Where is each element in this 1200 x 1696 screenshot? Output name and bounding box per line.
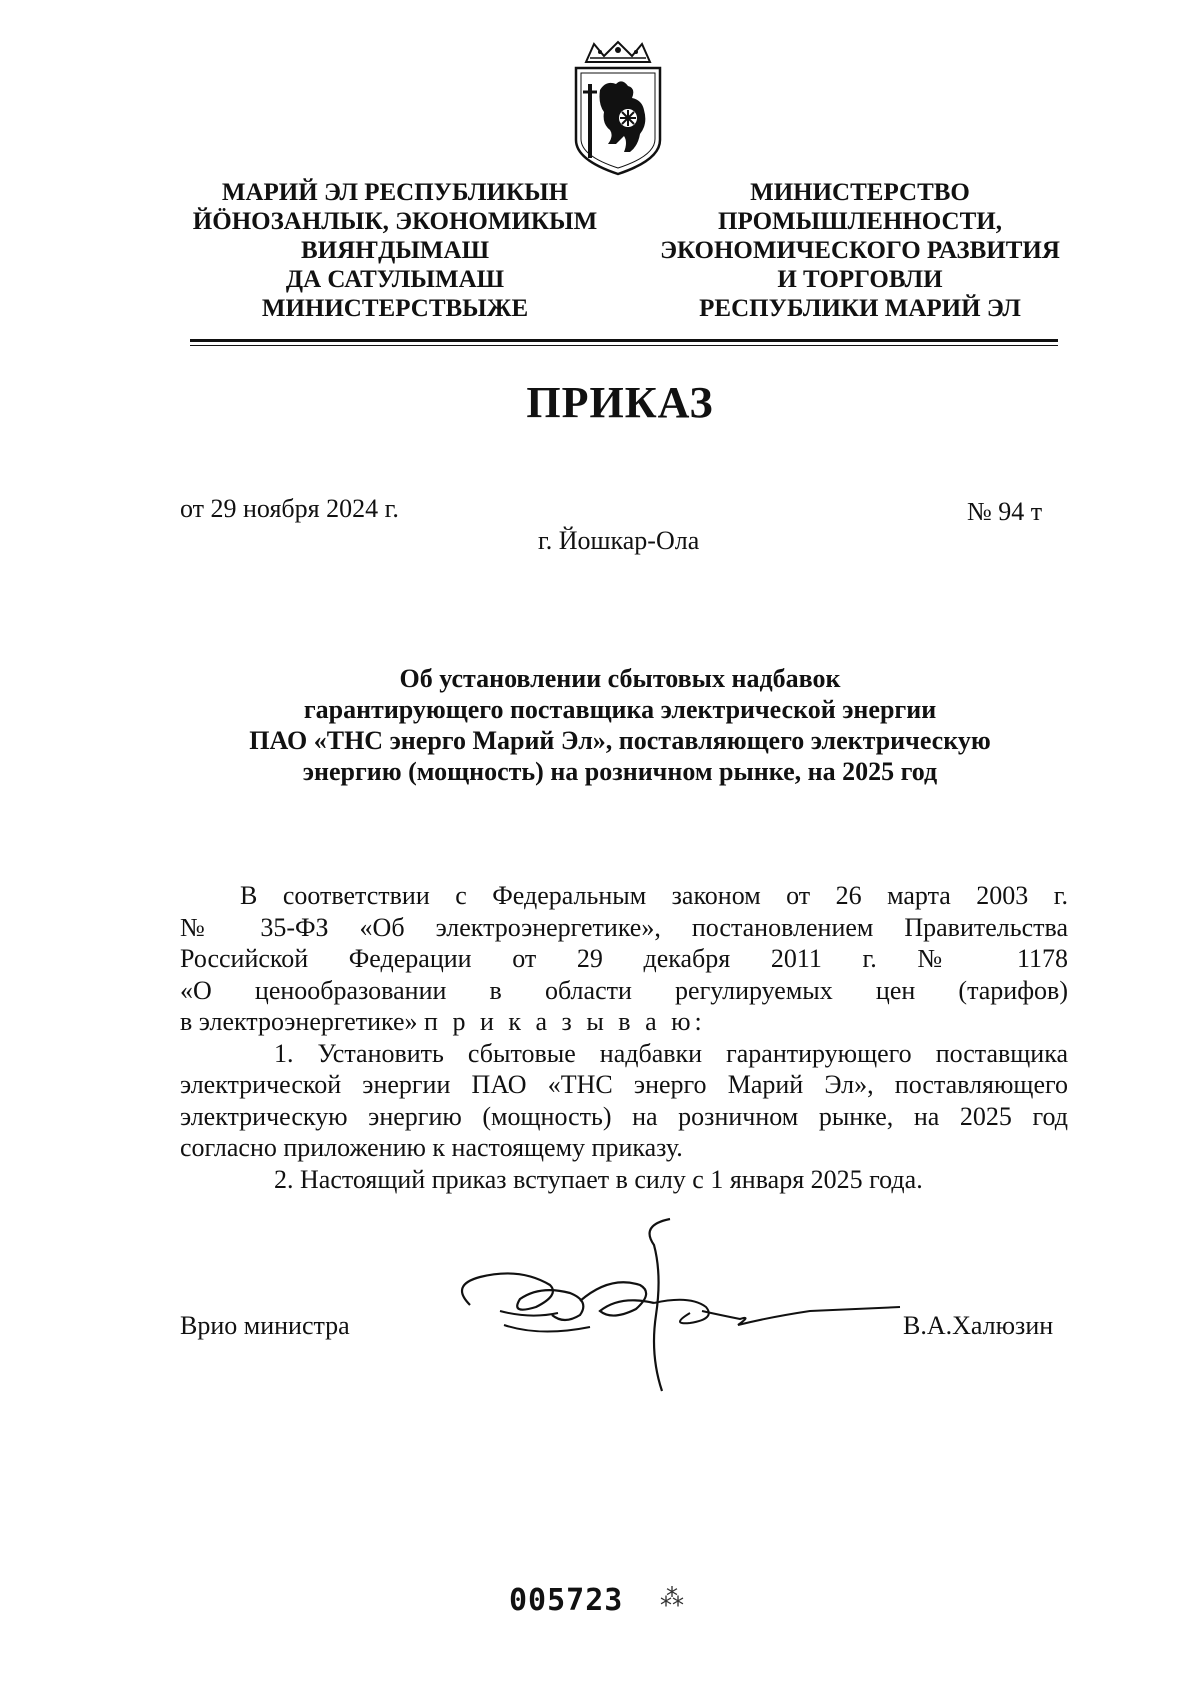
header-right-line: МИНИСТЕРСТВО <box>750 179 970 206</box>
header-left-line: ЙӦНОЗАНЛЫК, ЭКОНОМИКЫМ <box>192 208 598 235</box>
preamble-line: № 35-ФЗ «Об электроэнергетике», постановлением Правительства <box>180 912 1068 942</box>
preamble-last-prefix: в электроэнергетике» <box>180 1007 418 1036</box>
preamble-line: В соответствии с Федеральным законом от 26 марта 2003 г. <box>240 881 1068 910</box>
handwritten-signature <box>440 1215 910 1395</box>
subject-line: гарантирующего поставщика электрической энергии <box>303 695 937 724</box>
order-word: п р и к а з ы в а ю: <box>424 1007 706 1036</box>
subject-line: Об установлении сбытовых надбавок <box>399 664 841 693</box>
item1-line: электрической энергии ПАО «ТНС энерго Марий Эл», поставляющего <box>180 1070 1068 1099</box>
signatory-name: В.А.Халюзин <box>903 1311 1054 1340</box>
document-body <box>180 880 1068 1195</box>
document-city: г. Йошкар-Ола <box>538 526 700 555</box>
header-right-russian <box>630 178 1090 323</box>
header-right-line: РЕСПУБЛИКИ МАРИЙ ЭЛ <box>699 295 1021 322</box>
item1-line: согласно приложению к настоящему приказу. <box>180 1133 683 1162</box>
header-divider-thin <box>190 345 1058 346</box>
header-right-line: И ТОРГОВЛИ <box>777 266 943 293</box>
preamble-line: Российской Федерации от 29 декабря 2011 г. № 1178 <box>180 944 1068 973</box>
document-title: ПРИКАЗ <box>526 378 714 427</box>
item1-line: электрическую энергию (мощность) на розничном рынке, на 2025 год <box>180 1101 1068 1131</box>
item1-line: 1. Установить сбытовые надбавки гарантирующего поставщика <box>274 1038 1068 1068</box>
header-left-line: МИНИСТЕРСТВЫЖЕ <box>261 295 529 322</box>
signatory-role: Врио министра <box>180 1311 350 1340</box>
header-right-line: ПРОМЫШЛЕННОСТИ, <box>718 208 1002 235</box>
coat-of-arms-emblem <box>566 40 670 180</box>
registration-stamp-mark: ⁂ <box>660 1584 684 1612</box>
subject-line: энергию (мощность) на розничном рынке, на 2025 год <box>302 757 938 786</box>
document-number: № 94 т <box>967 497 1043 526</box>
item2-line: 2. Настоящий приказ вступает в силу с 1 января 2025 года. <box>274 1164 923 1194</box>
header-divider-thick <box>190 339 1058 342</box>
header-left-line: ВИЯҤДЫМАШ <box>300 237 490 264</box>
subject-line: ПАО «ТНС энерго Марий Эл», поставляющего электрическую <box>249 726 991 755</box>
header-left-mari <box>160 178 630 323</box>
document-date: от 29 ноября 2024 г. <box>180 494 399 523</box>
registration-stamp-number: 005723 <box>509 1583 624 1618</box>
header-left-line: ДА САТУЛЫМАШ <box>285 266 505 293</box>
preamble-last-line <box>180 1006 1068 1038</box>
header-left-line: МАРИЙ ЭЛ РЕСПУБЛИКЫН <box>221 179 569 206</box>
header-right-line: ЭКОНОМИЧЕСКОГО РАЗВИТИЯ <box>660 237 1060 264</box>
preamble-line: «О ценообразовании в области регулируемых цен (тарифов) <box>180 975 1068 1005</box>
document-subject <box>170 663 1070 787</box>
